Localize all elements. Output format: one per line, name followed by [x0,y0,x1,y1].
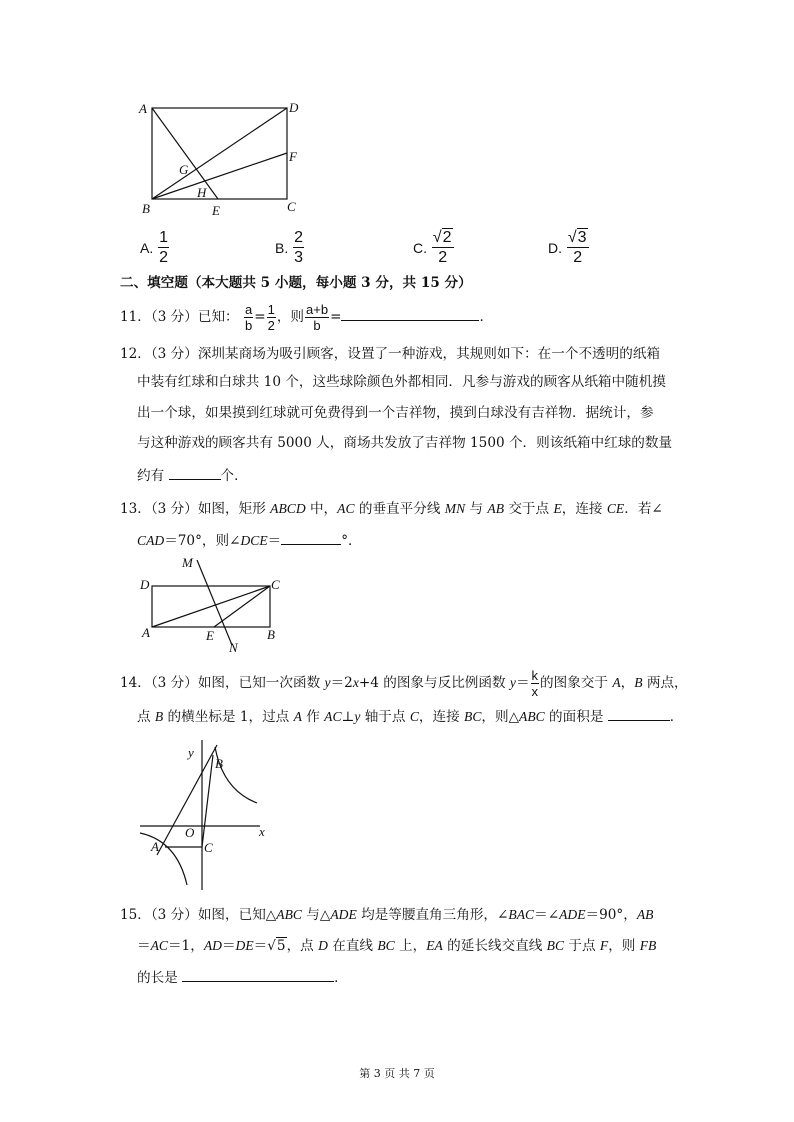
option-letter: A. [140,239,154,256]
label-c: C [271,577,280,592]
label-b: B [215,756,223,771]
question-13-line-1: 13．（3 分）如图，矩形 ABCD 中，AC 的垂直平分线 MN 与 AB 交于点 E，连接 CE．若∠ [120,501,663,517]
option-fraction: $\frac{2}{3}$ [294,229,304,266]
label-x: x [259,824,265,839]
question-12-line-5: 约有 个． [137,468,248,484]
label-e: E [212,203,220,218]
line-mn [197,560,232,645]
label-a: A [139,101,147,116]
answer-blank-14[interactable] [608,707,670,721]
label-a: A [142,625,150,640]
section-title: 二、填空题（本大题共 5 小题，每小题 3 分，共 15 分） [120,275,472,291]
line-ae [152,108,218,199]
line-bd [152,108,287,199]
line-ac [152,586,270,627]
question-15-line-3: 的长是 ． [137,970,348,986]
label-b: B [267,627,275,642]
option-letter: D. [548,239,562,256]
label-c: C [287,199,296,214]
label-b: B [142,201,150,216]
label-f: F [289,149,297,164]
question-14-line-2: 点 B 的横坐标是 1，过点 A 作 AC⊥y 轴于点 C，连接 BC，则△ABC 的面积是 ． [137,709,684,725]
label-g: G [179,162,189,177]
answer-blank-11[interactable] [341,307,479,321]
label-e: E [206,628,214,643]
option-b[interactable] [275,228,305,267]
label-h: H [197,185,207,200]
option-letter: C. [413,239,427,256]
label-c: C [204,840,213,855]
question-12-line-4: 与这种游戏的顾客共有 5000 人，商场共发放了吉祥物 1500 个．则该纸箱中红球的数量 [137,435,673,451]
option-c[interactable] [413,228,455,267]
label-m: M [182,555,193,570]
page-footer: 第 3 页 共 7 页 [359,1067,435,1080]
question-15-line-2: ＝AC＝1，AD＝DE＝√5，点 D 在直线 BC 上，EA 的延长线交直线 BC 于点 F，则 FB [137,938,657,954]
option-fraction: $\frac{√2}{2}$ [432,229,452,266]
option-letter: B. [275,239,289,256]
question-12-line-2: 中装有红球和白球共 10 个，这些球除颜色外都相同．凡参与游戏的顾客从纸箱中随机摸 [137,374,666,390]
question-12-line-3: 出一个球，如果摸到红球就可免费得到一个吉祥物，摸到白球没有吉祥物．据统计，参 [137,405,654,421]
label-n: N [229,640,238,655]
label-y: y [188,745,194,760]
question-13-line-2: CAD＝70°，则∠DCE＝ °． [137,533,362,549]
label-o: O [185,825,195,840]
answer-blank-15[interactable] [182,968,334,982]
question-11: 11．（3 分）已知： $\frac{a}{b}$ = $\frac{1}{2}$ ，则 $\frac{a+b}{b}$ = ． [120,302,494,333]
question-12-line-1: 12．（3 分）深圳某商场为吸引顾客，设置了一种游戏，其规则如下：在一个不透明的纸箱 [120,346,661,362]
option-fraction: $\frac{√3}{2}$ [567,229,587,266]
figure-q13 [135,550,295,660]
label-a: A [151,839,159,854]
question-15-line-1: 15．（3 分）如图，已知△ABC 与△ADE 均是等腰直角三角形，∠BAC＝∠ADE＝90°，AB [120,907,654,923]
option-fraction: $\frac{1}{2}$ [159,229,169,266]
line-bf [152,153,287,199]
figure-q10 [130,95,310,225]
question-14-line-1: 14．（3 分）如图，已知一次函数 y＝2x+4 的图象与反比例函数 y＝ $\frac{k}{x}$ 的图象交于 A，B 两点， [120,668,688,699]
hyperbola-branch-2 [140,833,187,885]
label-d: D [140,577,150,592]
figure-q14 [135,735,285,895]
answer-blank-12[interactable] [169,466,221,480]
option-d[interactable] [548,228,590,267]
label-d: D [289,100,299,115]
answer-blank-13[interactable] [281,531,341,545]
option-a[interactable] [140,228,170,267]
